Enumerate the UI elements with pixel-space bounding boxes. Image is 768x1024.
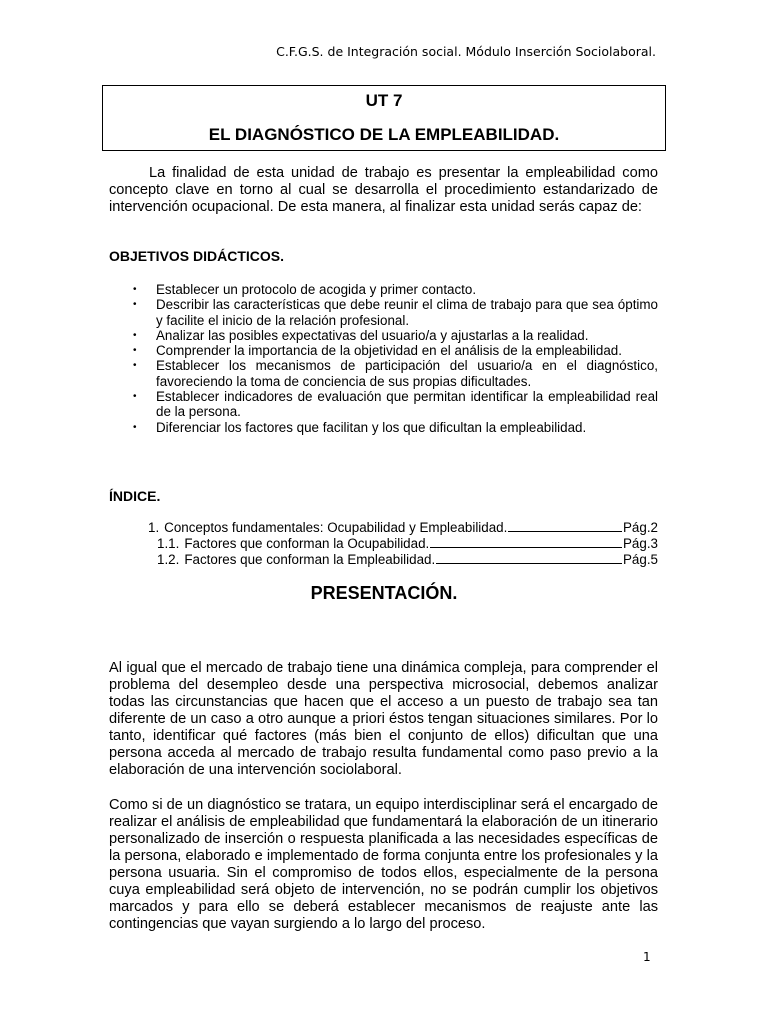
presentation-heading: PRESENTACIÓN. [310,583,458,603]
presentation-paragraph-1: Al igual que el mercado de trabajo tiene una dinámica compleja, para comprender el problema del desempleo desde una perspectiva microsocial, debemos analizar todas las circunstancias que hacen que el acceso a un puesto de trabajo sea tan diferente de un caso a otro aunque a priori éstos tengan situaciones similares. Por lo tanto, identificar qué factores (más bien el conjunto de ellos) dificultan que una persona acceda al mercado de trabajo resulta fundamental como paso previo a la elaboración de una intervención sociolaboral. [109,660,658,778]
toc-entry[interactable] [109,536,658,552]
bullet-icon: • [133,284,137,295]
objective-item [109,282,658,297]
index-heading: ÍNDICE. [109,488,161,504]
objectives-list [109,282,658,435]
toc-number: 1. [148,520,160,535]
toc-label: Factores que conforman la Ocupabilidad. [184,536,430,551]
objective-text: Analizar las posibles expectativas del usuario/a y ajustarlas a la realidad. [156,327,589,343]
toc-page: Pág.2 [623,520,658,535]
toc-page: Pág.5 [623,552,658,567]
toc-label: Conceptos fundamentales: Ocupabilidad y Empleabilidad. [164,520,508,535]
toc-leader-line [436,563,622,564]
bullet-icon: • [133,345,137,357]
bullet-icon: • [133,299,137,311]
toc-number: 1.2. [157,552,180,567]
presentation-paragraph-2: Como si de un diagnóstico se tratara, un equipo interdisciplinar será el encargado de realizar el análisis de empleabilidad que fundamentará la elaboración de un itinerario personalizado de inserción o respuesta planificada a las necesidades específicas de la persona, elaborado e implementado de forma conjunta entre los profesionales y la persona usuaria. Sin el compromiso de todos ellos, especialmente de la persona cuya empleabilidad será objeto de intervención, no se podrán cumplir los objetivos marcados y para ello se deberá establecer mecanismos de reajuste ante las contingencias que vayan surgiendo a lo largo del proceso. [109,797,658,932]
objectives-heading: OBJETIVOS DIDÁCTICOS. [109,248,285,264]
objective-item [109,297,658,328]
toc-leader-line [430,547,622,548]
toc-entry[interactable] [109,552,658,568]
objective-item [109,420,658,435]
table-of-contents [109,520,658,568]
toc-leader-line [508,531,622,532]
objective-item [109,328,658,343]
objective-text: Describir las características que debe reunir el clima de trabajo para que sea óptimo y facilite el inicio de la relación profesional. [156,297,658,328]
bullet-icon: • [133,421,137,433]
title-box [102,85,666,151]
objective-item [109,358,658,389]
objective-text: Establecer los mecanismos de participación del usuario/a en el diagnóstico, favoreciendo la toma de conciencia de sus propias dificultades. [156,358,658,389]
objective-item [109,389,658,420]
toc-label: Factores que conforman la Empleabilidad. [184,552,436,567]
intro-paragraph: La finalidad de esta unidad de trabajo es presentar la empleabilidad como concepto clave en torno al cual se desarrolla el procedimiento estandarizado de intervención ocupacional. De esta manera, al finalizar esta unidad serás capaz de: [109,165,658,215]
bullet-icon: • [133,391,137,403]
running-header: C.F.G.S. de Integración social. Módulo Inserción Sociolaboral. [276,44,656,59]
bullet-icon: • [133,360,137,372]
toc-page: Pág.3 [623,536,658,551]
page-number: 1 [643,950,651,964]
toc-number: 1.1. [157,536,180,551]
bullet-icon: • [133,329,137,341]
unit-number: UT 7 [365,91,403,110]
toc-entry[interactable] [109,520,658,536]
objective-text: Establecer indicadores de evaluación que permitan identificar la empleabilidad real de la persona. [156,389,658,420]
objective-text: Diferenciar los factores que facilitan y los que dificultan la empleabilidad. [156,419,587,435]
unit-title: EL DIAGNÓSTICO DE LA EMPLEABILIDAD. [208,125,560,144]
objective-text: Establecer un protocolo de acogida y primer contacto. [156,282,477,297]
objective-item [109,343,658,358]
objective-text: Comprender la importancia de la objetividad en el análisis de la empleabilidad. [156,343,622,359]
